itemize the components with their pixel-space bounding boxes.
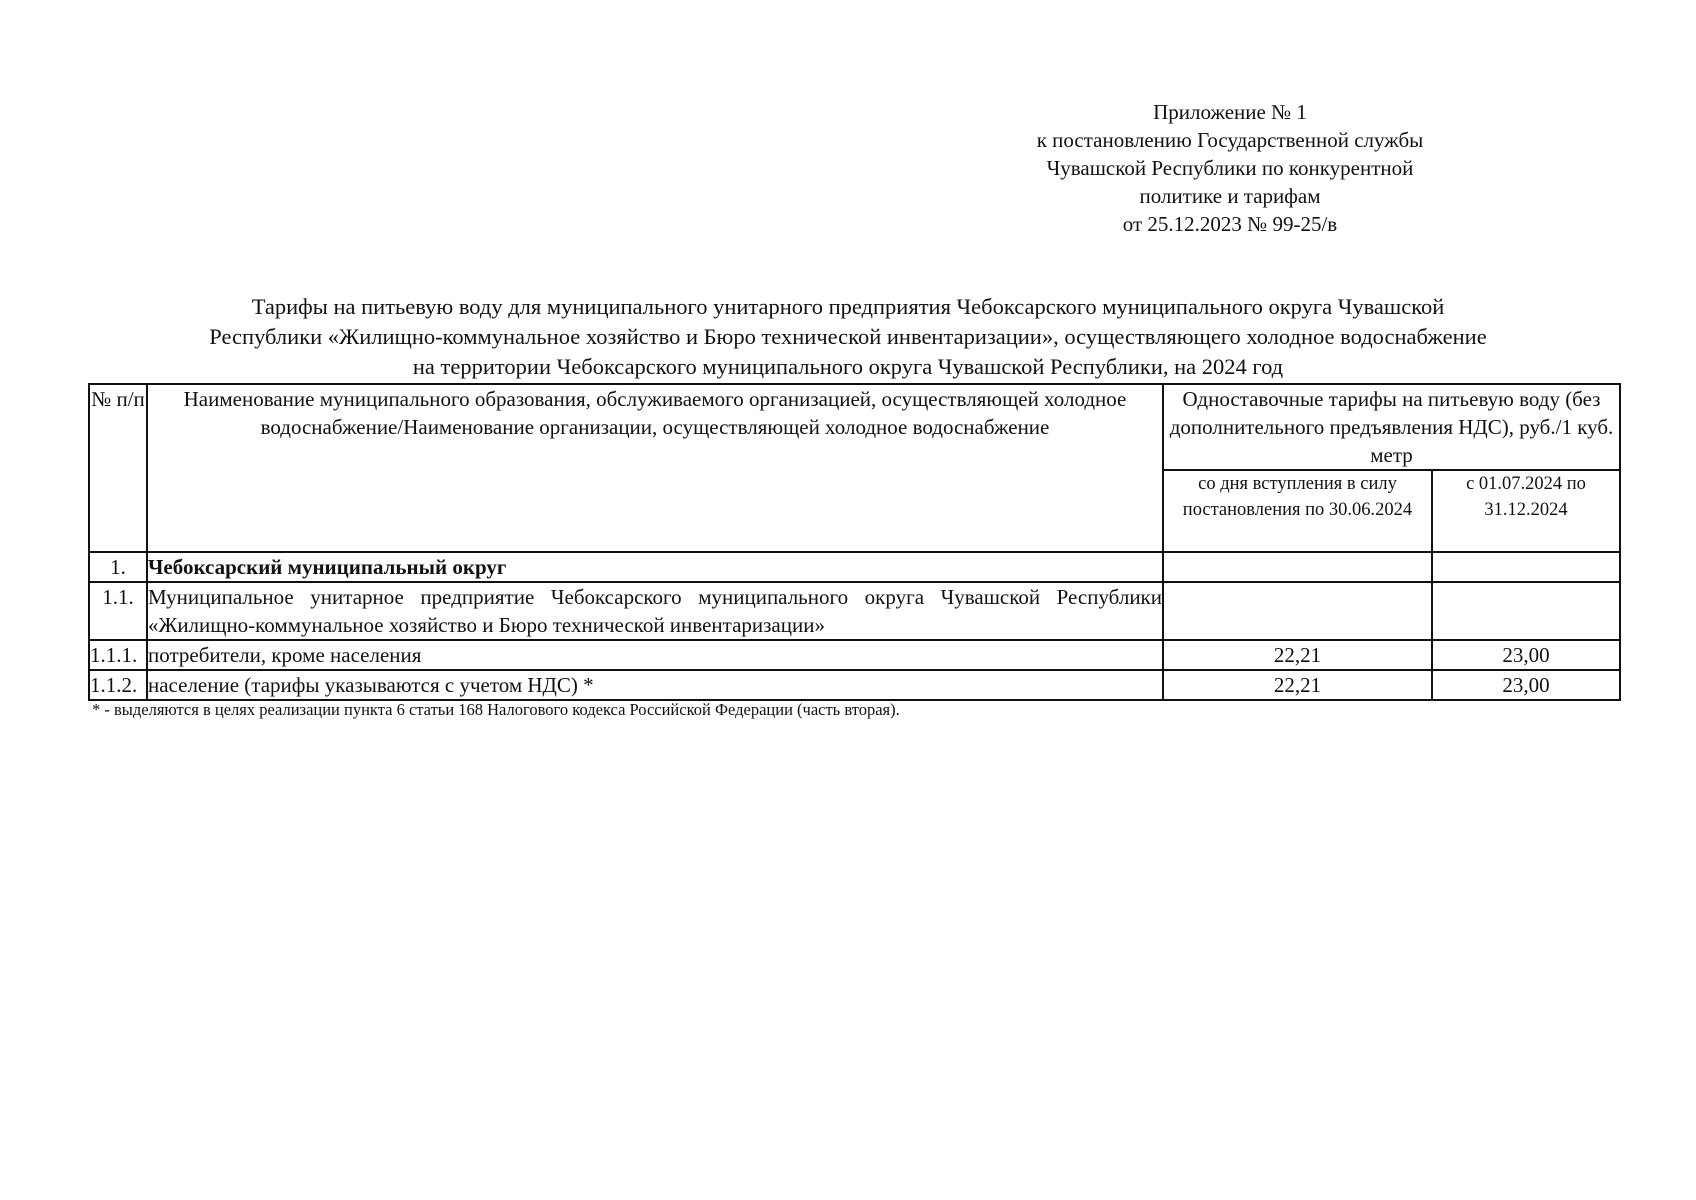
header-row bbox=[89, 384, 1620, 470]
row-name: потребители, кроме населения bbox=[147, 640, 1163, 670]
appendix-line: Чувашской Республики по конкурентной bbox=[1046, 156, 1414, 180]
header-period-2: с 01.07.2024 по 31.12.2024 bbox=[1432, 470, 1620, 552]
footnote: * - выделяются в целях реализации пункта 6 статьи 168 Налогового кодекса Российской Федерации (часть вторая). bbox=[92, 700, 900, 719]
table-row bbox=[89, 670, 1620, 700]
header-name: Наименование муниципального образования, обслуживаемого организацией, осуществляющей холодное водоснабжение/Наименование организации, осуществляющей холодное водоснабжение bbox=[147, 384, 1163, 552]
row-name: Муниципальное унитарное предприятие Чебоксарского муниципального округа Чувашской Республики «Жилищно-коммунальное хозяйство и Бюро технической инвентаризации» bbox=[147, 582, 1163, 640]
table-row bbox=[89, 640, 1620, 670]
row-name: население (тарифы указываются с учетом НДС) * bbox=[147, 670, 1163, 700]
appendix-line: от 25.12.2023 № 99-25/в bbox=[1122, 212, 1338, 236]
row-number: 1.1.2. bbox=[89, 670, 147, 700]
row-value-period-1: 22,21 bbox=[1163, 670, 1432, 700]
table-row bbox=[89, 582, 1620, 640]
row-value-period-1: 22,21 bbox=[1163, 640, 1432, 670]
row-number: 1. bbox=[89, 552, 147, 582]
appendix-line: к постановлению Государственной службы bbox=[1036, 128, 1424, 152]
row-number: 1.1.1. bbox=[89, 640, 147, 670]
row-value-period-1 bbox=[1163, 552, 1432, 582]
appendix-line: политике и тарифам bbox=[1139, 184, 1321, 208]
row-value-period-2: 23,00 bbox=[1432, 640, 1620, 670]
title-line: Тарифы на питьевую воду для муниципального унитарного предприятия Чебоксарского муниципального округа Чувашской bbox=[251, 294, 1445, 319]
row-name: Чебоксарский муниципальный округ bbox=[147, 552, 1163, 582]
header-tariff-group: Одноставочные тарифы на питьевую воду (без дополнительного предъявления НДС), руб./1 куб. метр bbox=[1163, 384, 1620, 470]
title-line: на территории Чебоксарского муниципального округа Чувашской Республики, на 2024 год bbox=[412, 354, 1284, 379]
row-value-period-1 bbox=[1163, 582, 1432, 640]
tariff-table bbox=[88, 383, 1621, 701]
document-title bbox=[60, 292, 1636, 382]
table-row bbox=[89, 552, 1620, 582]
row-number: 1.1. bbox=[89, 582, 147, 640]
appendix-block bbox=[980, 98, 1480, 238]
row-value-period-2 bbox=[1432, 552, 1620, 582]
header-number: № п/п bbox=[89, 384, 147, 552]
row-value-period-2: 23,00 bbox=[1432, 670, 1620, 700]
appendix-line: Приложение № 1 bbox=[1153, 100, 1307, 124]
header-period-1: со дня вступления в силу постановления по 30.06.2024 bbox=[1163, 470, 1432, 552]
row-value-period-2 bbox=[1432, 582, 1620, 640]
title-line: Республики «Жилищно-коммунальное хозяйство и Бюро технической инвентаризации», осуществляющего холодное водоснабжение bbox=[209, 324, 1487, 349]
